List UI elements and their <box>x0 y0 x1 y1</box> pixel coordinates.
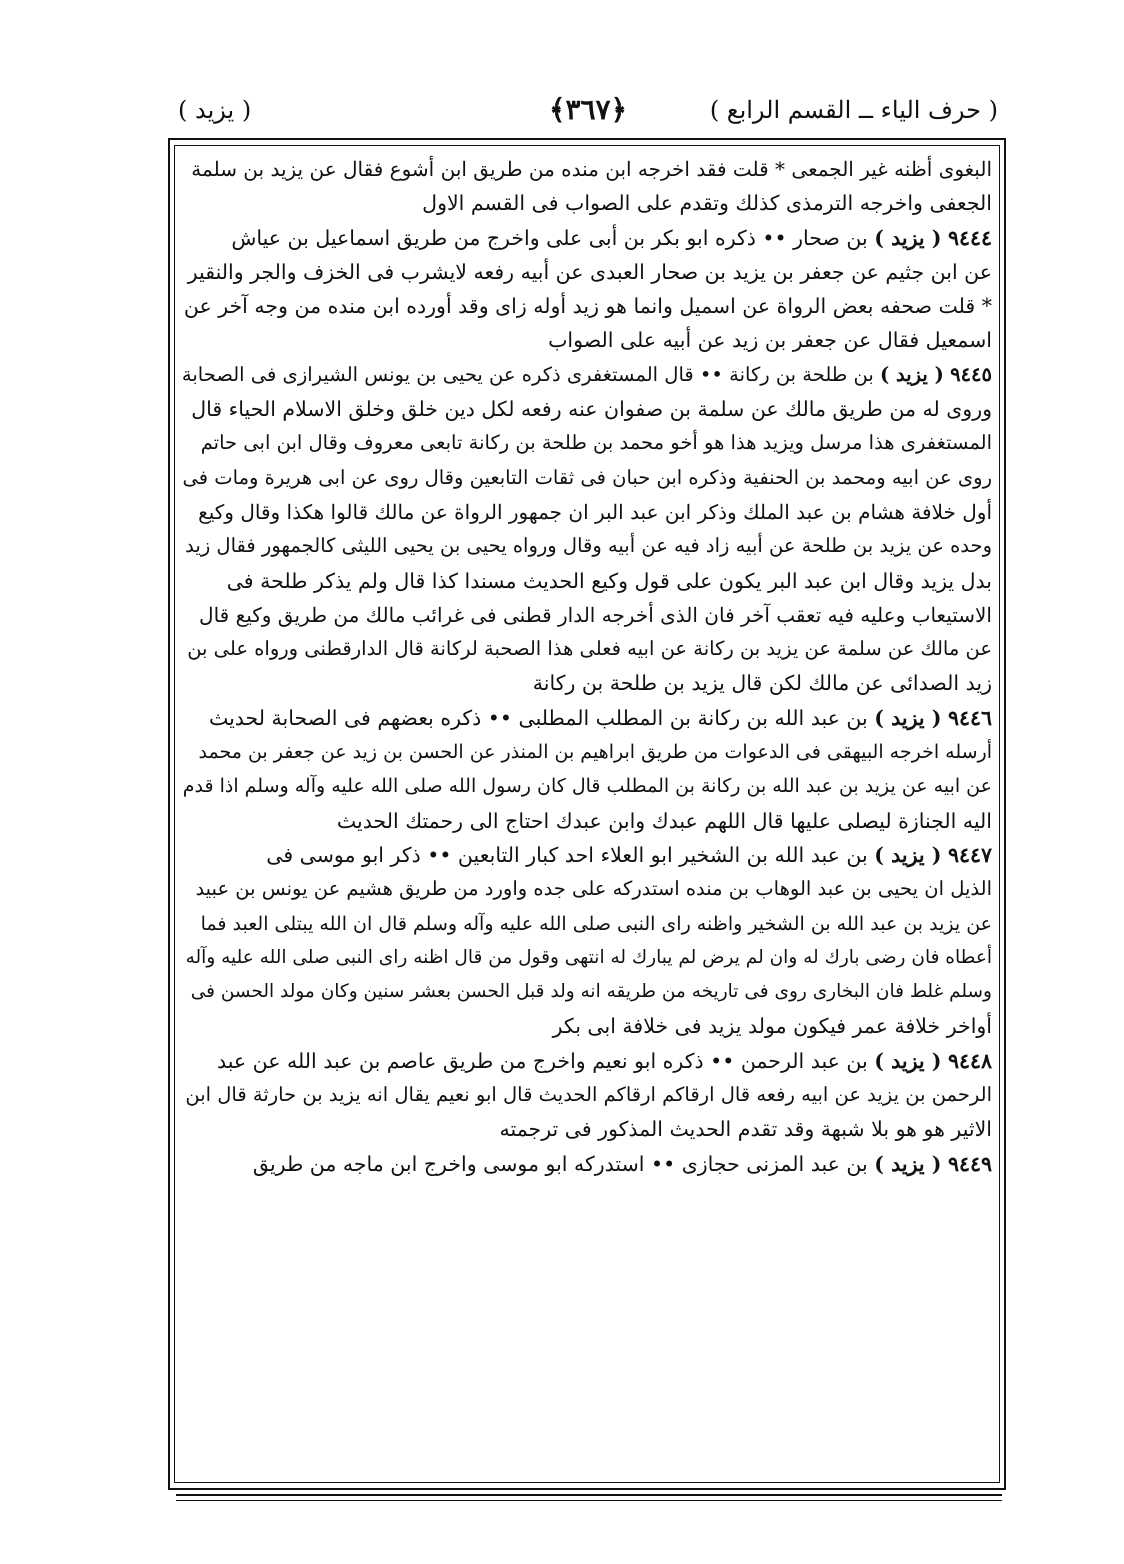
line-text: اليه الجنازة ليصلى عليها قال اللهم عبدك وابن عبدك احتاج الى رحمتك الحديث <box>336 808 992 833</box>
line-text: اسمعيل فقال عن جعفر بن زيد عن أبيه على الصواب <box>548 328 992 353</box>
text-line <box>182 735 992 769</box>
bottom-rule <box>176 1494 1002 1496</box>
line-text: عن يزيد بن عبد الله بن الشخير واظنه راى النبى صلى الله عليه وآله وسلم قال ان الله يبتلى العبد فما <box>200 912 992 935</box>
text-line <box>182 941 992 975</box>
line-text: بدل يزيد وقال ابن عبد البر يكون على قول وكيع الحديث مسندا كذا قال ولم يذكر طلحة فى <box>226 568 992 593</box>
entry-number: ٩٤٤٦ <box>947 705 992 730</box>
page-number: ﴿٣٦٧﴾ <box>549 93 627 126</box>
line-text: بن عبد الرحمن •• ذكره ابو نعيم واخرج من طريق عاصم بن عبد الله عن عبد <box>216 1048 868 1073</box>
line-text: روى عن ابيه ومحمد بن الحنفية وذكره ابن حبان فى ثقات التابعين وقال روى عن ابى هريرة ومات فى <box>182 465 992 489</box>
entry-name: ( يزيد ) <box>880 362 944 386</box>
entry-number: ٩٤٤٨ <box>947 1048 992 1073</box>
entry-line <box>182 221 992 255</box>
text-line <box>182 1112 992 1146</box>
entry-line <box>182 358 992 392</box>
text-line <box>182 1078 992 1112</box>
line-text: بن طلحة بن ركانة •• قال المستغفرى ذكره عن يحيى بن يونس الشيرازى فى الصحابة <box>182 362 874 386</box>
line-text: عن ابن جثيم عن جعفر بن يزيد بن صحار العبدى عن أبيه رفعه لايشرب فى الخزف والجر والنقير <box>187 259 992 284</box>
line-text: عن مالك عن سلمة عن يزيد بن ركانة عن ابيه فعلى هذا الصحبة لركانة قال الدارقطنى ورواه على بن <box>187 637 992 661</box>
text-line <box>182 564 992 598</box>
text-line <box>182 186 992 220</box>
text-line <box>182 632 992 666</box>
text-line <box>182 804 992 838</box>
entry-name: ( يزيد ) <box>874 225 942 250</box>
entry-number: ٩٤٤٥ <box>950 362 992 386</box>
line-text: البغوى أظنه غير الجمعى * قلت فقد اخرجه ابن منده من طريق ابن أشوع فقال عن يزيد بن سلمة <box>191 157 992 181</box>
line-text: المستغفرى هذا مرسل ويزيد هذا هو أخو محمد بن طلحة بن ركانة تابعى معروف وقال ابن ابى حاتم <box>200 431 992 455</box>
line-text: بن عبد المزنى حجازى •• استدركه ابو موسى واخرج ابن ماجه من طريق <box>252 1151 868 1176</box>
entry-line <box>182 1044 992 1078</box>
entry-name: ( يزيد ) <box>874 705 942 730</box>
entry-line <box>182 838 992 872</box>
entry-number: ٩٤٤٩ <box>947 1151 992 1176</box>
entry-name: ( يزيد ) <box>874 1151 942 1176</box>
text-line <box>182 975 992 1009</box>
line-text: عن ابيه عن يزيد بن عبد الله بن ركانة بن المطلب قال كان رسول الله صلى الله عليه وآله وسلم اذا قدم <box>182 775 992 798</box>
running-title: ( يزيد ) <box>178 96 252 124</box>
text-line <box>182 289 992 323</box>
entry-name: ( يزيد ) <box>874 1048 942 1073</box>
bottom-rule-thin <box>176 1500 1002 1501</box>
line-text: الجعفى واخرجه الترمذى كذلك وتقدم على الصواب فى القسم الاول <box>422 191 992 216</box>
entry-number: ٩٤٤٤ <box>947 225 992 250</box>
line-text: الذيل ان يحيى بن عبد الوهاب بن منده استدركه على جده واورد من طريق هشيم عن يونس بن عبيد <box>195 877 992 901</box>
entry-name: ( يزيد ) <box>874 842 942 867</box>
chapter-heading: ( حرف الياء ــ القسم الرابع ) <box>709 96 998 124</box>
entry-line <box>182 701 992 735</box>
line-text: أرسله اخرجه البيهقى فى الدعوات من طريق ابراهيم بن المنذر عن الحسن بن زيد عن جعفر بن محمد <box>198 741 992 764</box>
entry-line <box>182 1147 992 1181</box>
line-text: زيد الصدائى عن مالك لكن قال يزيد بن طلحة بن ركانة <box>532 671 992 696</box>
text-line <box>182 426 992 460</box>
text-line <box>182 907 992 941</box>
text-line <box>182 323 992 357</box>
text-line <box>182 152 992 186</box>
line-text: الاستيعاب وعليه فيه تعقب آخر فان الذى أخرجه الدار قطنى فى غرائب مالك من طريق وكيع قال <box>199 602 992 627</box>
line-text: الاثير هو هو بلا شبهة وقد تقدم الحديث المذكور فى ترجمته <box>499 1117 992 1142</box>
line-text: الرحمن بن يزيد عن ابيه رفعه قال ارقاكم ارقاكم الحديث قال ابو نعيم يقال انه يزيد بن حارثة قال ابن <box>185 1083 992 1107</box>
line-text: وسلم غلط فان البخارى روى فى تاريخه من طريقه انه ولد قبل الحسن بعشر سنين وكان مولد الحسن فى <box>190 981 992 1003</box>
line-text: وحده عن يزيد بن طلحة عن أبيه زاد فيه عن أبيه وقال ورواه يحيى بن يحيى الليثى كالجمهور فقال زيد <box>185 534 992 558</box>
text-line <box>182 529 992 563</box>
text-line <box>182 666 992 700</box>
text-line <box>182 872 992 906</box>
text-line <box>182 495 992 529</box>
line-text: بن عبد الله بن الشخير ابو العلاء احد كبار التابعين •• ذكر ابو موسى فى <box>266 842 868 867</box>
line-text: أواخر خلافة عمر فيكون مولد يزيد فى خلافة ابى بكر <box>552 1014 992 1039</box>
line-text: بن عبد الله بن ركانة بن المطلب المطلبى •• ذكره بعضهم فى الصحابة لحديث <box>208 705 868 730</box>
text-line <box>182 461 992 495</box>
line-text: بن صحار •• ذكره ابو بكر بن أبى على واخرج من طريق اسماعيل بن عياش <box>231 225 868 250</box>
text-line <box>182 255 992 289</box>
line-text: أول خلافة هشام بن عبد الملك وذكر ابن عبد البر ان جمهور الرواة عن مالك قالوا هكذا وقال وكيع <box>198 499 992 524</box>
line-text: * قلت صحفه بعض الرواة عن اسميل وانما هو زيد أوله زاى وقد أورده ابن منده من وجه آخر عن <box>183 294 992 319</box>
entry-number: ٩٤٤٧ <box>947 842 992 867</box>
page-body <box>182 152 992 1181</box>
text-line <box>182 1009 992 1043</box>
text-line <box>182 598 992 632</box>
text-line <box>182 392 992 426</box>
line-text: أعطاه فان رضى بارك له وان لم يرض لم يبارك له انتهى وقول من قال اظنه راى النبى صلى الله عليه وآله <box>185 946 992 968</box>
line-text: وروى له من طريق مالك عن سلمة بن صفوان عنه رفعه لكل دين خلق وخلق الاسلام الحياء قال <box>191 397 992 422</box>
page-header <box>178 90 998 134</box>
text-line <box>182 769 992 803</box>
